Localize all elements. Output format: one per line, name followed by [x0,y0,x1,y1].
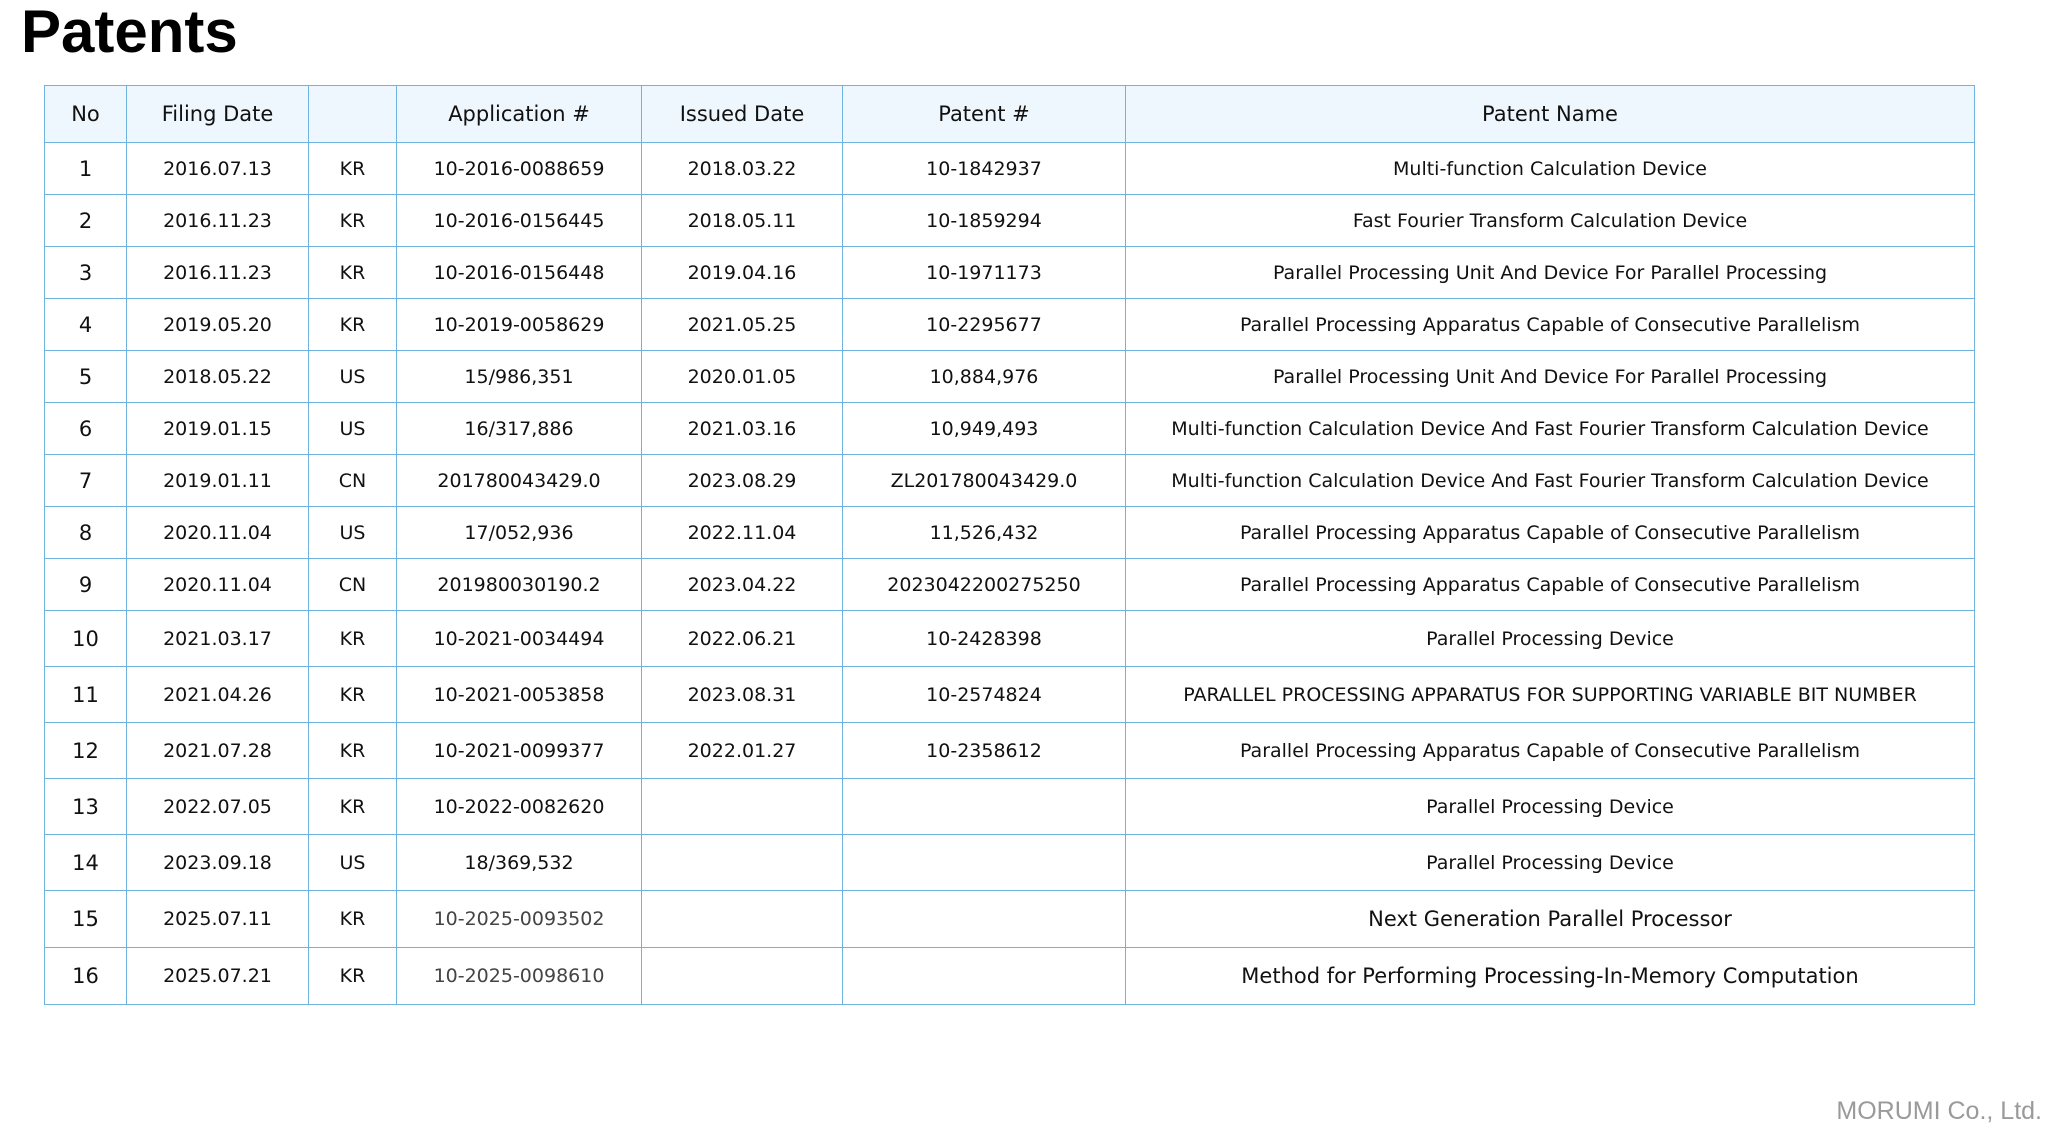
cell-issued-date: 2022.11.04 [642,507,843,559]
cell-issued-date: 2022.06.21 [642,611,843,667]
cell-application-number: 10-2016-0156448 [397,247,642,299]
cell-filing-date: 2016.11.23 [127,247,309,299]
cell-no: 16 [45,948,127,1005]
cell-country: US [309,351,397,403]
header-issued-date: Issued Date [642,86,843,143]
cell-patent-number: 10-2295677 [843,299,1126,351]
cell-filing-date: 2020.11.04 [127,559,309,611]
cell-application-number: 16/317,886 [397,403,642,455]
header-country [309,86,397,143]
cell-issued-date [642,779,843,835]
cell-application-number: 10-2019-0058629 [397,299,642,351]
cell-patent-number [843,891,1126,948]
cell-patent-name: Parallel Processing Apparatus Capable of Consecutive Parallelism [1126,559,1975,611]
cell-no: 3 [45,247,127,299]
cell-patent-number: 10-1859294 [843,195,1126,247]
cell-patent-name: Parallel Processing Device [1126,611,1975,667]
cell-filing-date: 2025.07.21 [127,948,309,1005]
cell-country: KR [309,143,397,195]
cell-filing-date: 2019.01.15 [127,403,309,455]
table-row [45,779,1975,835]
table-body [45,143,1975,1005]
cell-country: US [309,403,397,455]
cell-patent-name: PARALLEL PROCESSING APPARATUS FOR SUPPORTING VARIABLE BIT NUMBER [1126,667,1975,723]
cell-patent-number: 10,949,493 [843,403,1126,455]
page-title: Patents [21,0,238,65]
cell-country: KR [309,195,397,247]
table-row [45,299,1975,351]
cell-no: 6 [45,403,127,455]
cell-patent-number: 10,884,976 [843,351,1126,403]
cell-patent-name: Parallel Processing Unit And Device For Parallel Processing [1126,247,1975,299]
header-filing-date: Filing Date [127,86,309,143]
cell-country: KR [309,299,397,351]
cell-country: US [309,835,397,891]
cell-application-number: 10-2021-0099377 [397,723,642,779]
cell-country: US [309,507,397,559]
cell-application-number: 10-2021-0053858 [397,667,642,723]
cell-application-number: 201980030190.2 [397,559,642,611]
cell-filing-date: 2022.07.05 [127,779,309,835]
cell-issued-date: 2018.05.11 [642,195,843,247]
cell-patent-name: Parallel Processing Unit And Device For Parallel Processing [1126,351,1975,403]
cell-no: 11 [45,667,127,723]
cell-patent-name: Parallel Processing Apparatus Capable of Consecutive Parallelism [1126,723,1975,779]
cell-country: CN [309,455,397,507]
cell-patent-name: Next Generation Parallel Processor [1126,891,1975,948]
cell-country: KR [309,611,397,667]
table-row [45,835,1975,891]
cell-no: 5 [45,351,127,403]
table-row [45,195,1975,247]
cell-filing-date: 2021.03.17 [127,611,309,667]
cell-patent-number: 11,526,432 [843,507,1126,559]
cell-issued-date: 2023.04.22 [642,559,843,611]
cell-patent-number: 10-2574824 [843,667,1126,723]
cell-country: KR [309,779,397,835]
table-header [45,86,1975,143]
cell-patent-number: 10-1971173 [843,247,1126,299]
cell-application-number: 10-2022-0082620 [397,779,642,835]
cell-no: 10 [45,611,127,667]
cell-patent-name: Parallel Processing Device [1126,835,1975,891]
cell-country: KR [309,667,397,723]
cell-filing-date: 2018.05.22 [127,351,309,403]
header-application-number: Application # [397,86,642,143]
cell-issued-date: 2019.04.16 [642,247,843,299]
cell-issued-date: 2020.01.05 [642,351,843,403]
cell-patent-number: ZL201780043429.0 [843,455,1126,507]
header-no: No [45,86,127,143]
cell-issued-date: 2023.08.31 [642,667,843,723]
cell-issued-date: 2022.01.27 [642,723,843,779]
cell-issued-date [642,835,843,891]
cell-application-number: 15/986,351 [397,351,642,403]
table-row [45,891,1975,948]
cell-country: KR [309,247,397,299]
cell-filing-date: 2016.11.23 [127,195,309,247]
table-row [45,723,1975,779]
cell-application-number: 10-2025-0098610 [397,948,642,1005]
cell-filing-date: 2020.11.04 [127,507,309,559]
cell-no: 7 [45,455,127,507]
header-row [45,86,1975,143]
cell-country: CN [309,559,397,611]
cell-patent-name: Fast Fourier Transform Calculation Device [1126,195,1975,247]
cell-application-number: 18/369,532 [397,835,642,891]
cell-filing-date: 2025.07.11 [127,891,309,948]
cell-no: 8 [45,507,127,559]
cell-patent-name: Multi-function Calculation Device And Fast Fourier Transform Calculation Device [1126,455,1975,507]
table-row [45,507,1975,559]
table-row [45,559,1975,611]
cell-filing-date: 2023.09.18 [127,835,309,891]
header-patent-number: Patent # [843,86,1126,143]
cell-issued-date: 2021.03.16 [642,403,843,455]
cell-issued-date: 2018.03.22 [642,143,843,195]
cell-country: KR [309,723,397,779]
cell-application-number: 10-2016-0088659 [397,143,642,195]
table-row [45,611,1975,667]
patents-table [44,85,1975,1005]
cell-no: 13 [45,779,127,835]
table-row [45,143,1975,195]
cell-no: 9 [45,559,127,611]
cell-no: 15 [45,891,127,948]
cell-country: KR [309,891,397,948]
cell-patent-number: 10-1842937 [843,143,1126,195]
cell-patent-name: Multi-function Calculation Device [1126,143,1975,195]
company-brand: MORUMI Co., Ltd. [1836,1097,2042,1125]
cell-application-number: 10-2025-0093502 [397,891,642,948]
cell-no: 2 [45,195,127,247]
table-row [45,247,1975,299]
cell-issued-date: 2021.05.25 [642,299,843,351]
cell-filing-date: 2019.05.20 [127,299,309,351]
cell-patent-number [843,779,1126,835]
cell-patent-number [843,948,1126,1005]
cell-patent-number [843,835,1126,891]
cell-filing-date: 2016.07.13 [127,143,309,195]
cell-country: KR [309,948,397,1005]
cell-no: 4 [45,299,127,351]
table-row [45,455,1975,507]
cell-filing-date: 2021.07.28 [127,723,309,779]
cell-issued-date: 2023.08.29 [642,455,843,507]
cell-patent-name: Parallel Processing Apparatus Capable of Consecutive Parallelism [1126,507,1975,559]
cell-no: 1 [45,143,127,195]
cell-patent-number: 2023042200275250 [843,559,1126,611]
cell-no: 12 [45,723,127,779]
cell-filing-date: 2021.04.26 [127,667,309,723]
cell-patent-name: Multi-function Calculation Device And Fast Fourier Transform Calculation Device [1126,403,1975,455]
table-row [45,948,1975,1005]
table-row [45,667,1975,723]
cell-issued-date [642,948,843,1005]
cell-patent-number: 10-2428398 [843,611,1126,667]
cell-application-number: 10-2016-0156445 [397,195,642,247]
header-patent-name: Patent Name [1126,86,1975,143]
cell-filing-date: 2019.01.11 [127,455,309,507]
cell-patent-name: Parallel Processing Device [1126,779,1975,835]
cell-no: 14 [45,835,127,891]
cell-application-number: 10-2021-0034494 [397,611,642,667]
cell-patent-name: Parallel Processing Apparatus Capable of Consecutive Parallelism [1126,299,1975,351]
cell-issued-date [642,891,843,948]
cell-application-number: 201780043429.0 [397,455,642,507]
cell-application-number: 17/052,936 [397,507,642,559]
table-row [45,351,1975,403]
cell-patent-number: 10-2358612 [843,723,1126,779]
table-row [45,403,1975,455]
cell-patent-name: Method for Performing Processing-In-Memory Computation [1126,948,1975,1005]
